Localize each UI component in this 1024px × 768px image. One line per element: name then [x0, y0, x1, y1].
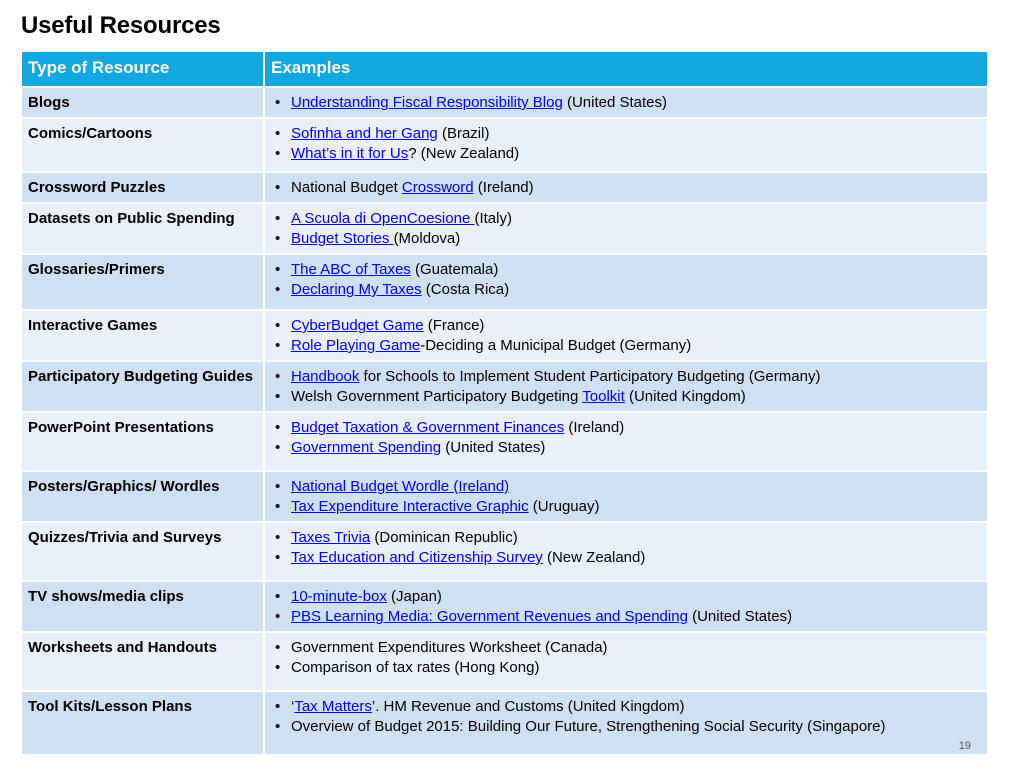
table-row: [21, 412, 988, 471]
item-text: (Ireland): [564, 419, 625, 436]
list-item: [272, 144, 981, 164]
table-header-row: [21, 51, 988, 87]
list-item: [272, 316, 981, 336]
table-row: [21, 581, 988, 632]
examples-list: [272, 178, 981, 198]
resource-link[interactable]: CyberBudget Game: [291, 317, 424, 334]
examples-list: [272, 528, 981, 568]
examples-cell: [264, 361, 988, 412]
examples-list: [272, 697, 981, 737]
item-text: (Guatemala): [410, 261, 499, 278]
list-item: [272, 229, 981, 249]
list-item: [272, 418, 981, 438]
resource-link[interactable]: Government Spending: [291, 439, 442, 456]
resource-link[interactable]: Tax Expenditure Interactive Graphic: [291, 498, 529, 515]
resource-link[interactable]: Toolkit: [582, 388, 625, 405]
list-item: [272, 209, 981, 229]
examples-list: [272, 638, 981, 678]
table-row: [21, 254, 988, 310]
item-text: (Japan): [386, 588, 442, 605]
item-text: (Italy): [474, 210, 512, 227]
item-text: (Moldova): [393, 230, 461, 247]
list-item: [272, 280, 981, 300]
examples-cell: [264, 310, 988, 361]
header-examples: Examples: [264, 51, 988, 87]
resource-type-cell: Tool Kits/Lesson Plans: [21, 691, 264, 755]
table-row: [21, 632, 988, 691]
resource-link[interactable]: Taxes Trivia: [291, 529, 371, 546]
item-text: National Budget: [291, 179, 402, 196]
resource-link[interactable]: Tax Education and Citizenship Survey: [291, 549, 543, 566]
resource-type-cell: Crossword Puzzles: [21, 172, 264, 203]
list-item: [272, 178, 981, 198]
list-item: [272, 438, 981, 458]
examples-cell: [264, 691, 988, 755]
list-item: [272, 260, 981, 280]
list-item: [272, 548, 981, 568]
examples-cell: [264, 203, 988, 254]
examples-cell: [264, 632, 988, 691]
resource-link[interactable]: Tax Matters: [294, 698, 372, 715]
list-item: [272, 607, 981, 627]
table-row: [21, 118, 988, 172]
examples-list: [272, 477, 981, 517]
resource-type-cell: Worksheets and Handouts: [21, 632, 264, 691]
examples-cell: [264, 581, 988, 632]
list-item: [272, 336, 981, 356]
examples-list: [272, 260, 981, 300]
resources-table: [20, 50, 989, 756]
item-text: Comparison of tax rates (Hong Kong): [291, 659, 540, 676]
resource-type-cell: Glossaries/Primers: [21, 254, 264, 310]
item-text: Government Expenditures Worksheet (Canada): [291, 639, 608, 656]
item-text: (Costa Rica): [421, 281, 510, 298]
list-item: [272, 93, 981, 113]
list-item: [272, 528, 981, 548]
examples-list: [272, 209, 981, 249]
list-item: [272, 367, 981, 387]
item-text: ‘: [291, 698, 295, 715]
resource-link[interactable]: Budget Stories: [291, 230, 394, 247]
table-row: [21, 691, 988, 755]
examples-list: [272, 418, 981, 458]
examples-cell: [264, 254, 988, 310]
resource-link[interactable]: National Budget Wordle (Ireland): [291, 478, 510, 495]
table-row: [21, 172, 988, 203]
list-item: [272, 638, 981, 658]
resource-type-cell: Quizzes/Trivia and Surveys: [21, 522, 264, 581]
page-title: Useful Resources: [21, 12, 221, 39]
table-row: [21, 522, 988, 581]
item-text: (United States): [562, 94, 668, 111]
resource-type-cell: Interactive Games: [21, 310, 264, 361]
examples-list: [272, 587, 981, 627]
examples-list: [272, 367, 981, 407]
item-text: (United States): [687, 608, 793, 625]
list-item: [272, 587, 981, 607]
examples-list: [272, 316, 981, 356]
table-row: [21, 310, 988, 361]
header-type-of-resource: Type of Resource: [21, 51, 264, 87]
list-item: [272, 387, 981, 407]
resources-table-body: [21, 87, 988, 755]
item-text: (Dominican Republic): [370, 529, 518, 546]
examples-cell: [264, 172, 988, 203]
resource-link[interactable]: Budget Taxation & Government Finances: [291, 419, 565, 436]
item-text: Welsh Government Participatory Budgeting: [291, 388, 583, 405]
resource-link[interactable]: A Scuola di OpenCoesione: [291, 210, 475, 227]
examples-cell: [264, 522, 988, 581]
item-text: (Brazil): [437, 125, 490, 142]
item-text: (Uruguay): [528, 498, 600, 515]
item-text: (United Kingdom): [624, 388, 746, 405]
item-text: ? (New Zealand): [408, 145, 520, 162]
list-item: [272, 477, 981, 497]
resource-link[interactable]: PBS Learning Media: Government Revenues and Spending: [291, 608, 688, 625]
resource-link[interactable]: 10-minute-box: [291, 588, 387, 605]
table-row: [21, 471, 988, 522]
examples-list: [272, 124, 981, 164]
item-text: ’. HM Revenue and Customs (United Kingdom): [371, 698, 685, 715]
table-row: [21, 361, 988, 412]
resource-link[interactable]: Role Playing Game: [291, 337, 421, 354]
list-item: [272, 697, 981, 717]
item-text: (United States): [441, 439, 546, 456]
examples-cell: [264, 412, 988, 471]
resource-link[interactable]: Handbook: [291, 368, 360, 385]
resource-link[interactable]: Crossword: [401, 179, 474, 196]
item-text: -Deciding a Municipal Budget (Germany): [420, 337, 692, 354]
resource-type-cell: Datasets on Public Spending: [21, 203, 264, 254]
table-row: [21, 87, 988, 118]
page-number: 19: [958, 740, 971, 752]
item-text: for Schools to Implement Student Participatory Budgeting (Germany): [359, 368, 821, 385]
examples-cell: [264, 118, 988, 172]
item-text: (Ireland): [473, 179, 534, 196]
resource-type-cell: Participatory Budgeting Guides: [21, 361, 264, 412]
list-item: [272, 658, 981, 678]
resource-link[interactable]: Sofinha and her Gang: [291, 125, 438, 142]
resource-link[interactable]: Declaring My Taxes: [291, 281, 422, 298]
resource-type-cell: Posters/Graphics/ Wordles: [21, 471, 264, 522]
resource-link[interactable]: Understanding Fiscal Responsibility Blog: [291, 94, 563, 111]
resource-link[interactable]: The ABC of Taxes: [291, 261, 411, 278]
resource-type-cell: Comics/Cartoons: [21, 118, 264, 172]
resource-type-cell: PowerPoint Presentations: [21, 412, 264, 471]
examples-list: [272, 93, 981, 113]
resource-type-cell: TV shows/media clips: [21, 581, 264, 632]
resource-link[interactable]: What’s in it for Us: [291, 145, 409, 162]
item-text: Overview of Budget 2015: Building Our Future, Strengthening Social Security (Singapore): [291, 718, 886, 735]
examples-cell: [264, 87, 988, 118]
item-text: (New Zealand): [542, 549, 646, 566]
table-row: [21, 203, 988, 254]
list-item: [272, 124, 981, 144]
resource-type-cell: Blogs: [21, 87, 264, 118]
list-item: [272, 717, 981, 737]
list-item: [272, 497, 981, 517]
examples-cell: [264, 471, 988, 522]
item-text: (France): [423, 317, 485, 334]
